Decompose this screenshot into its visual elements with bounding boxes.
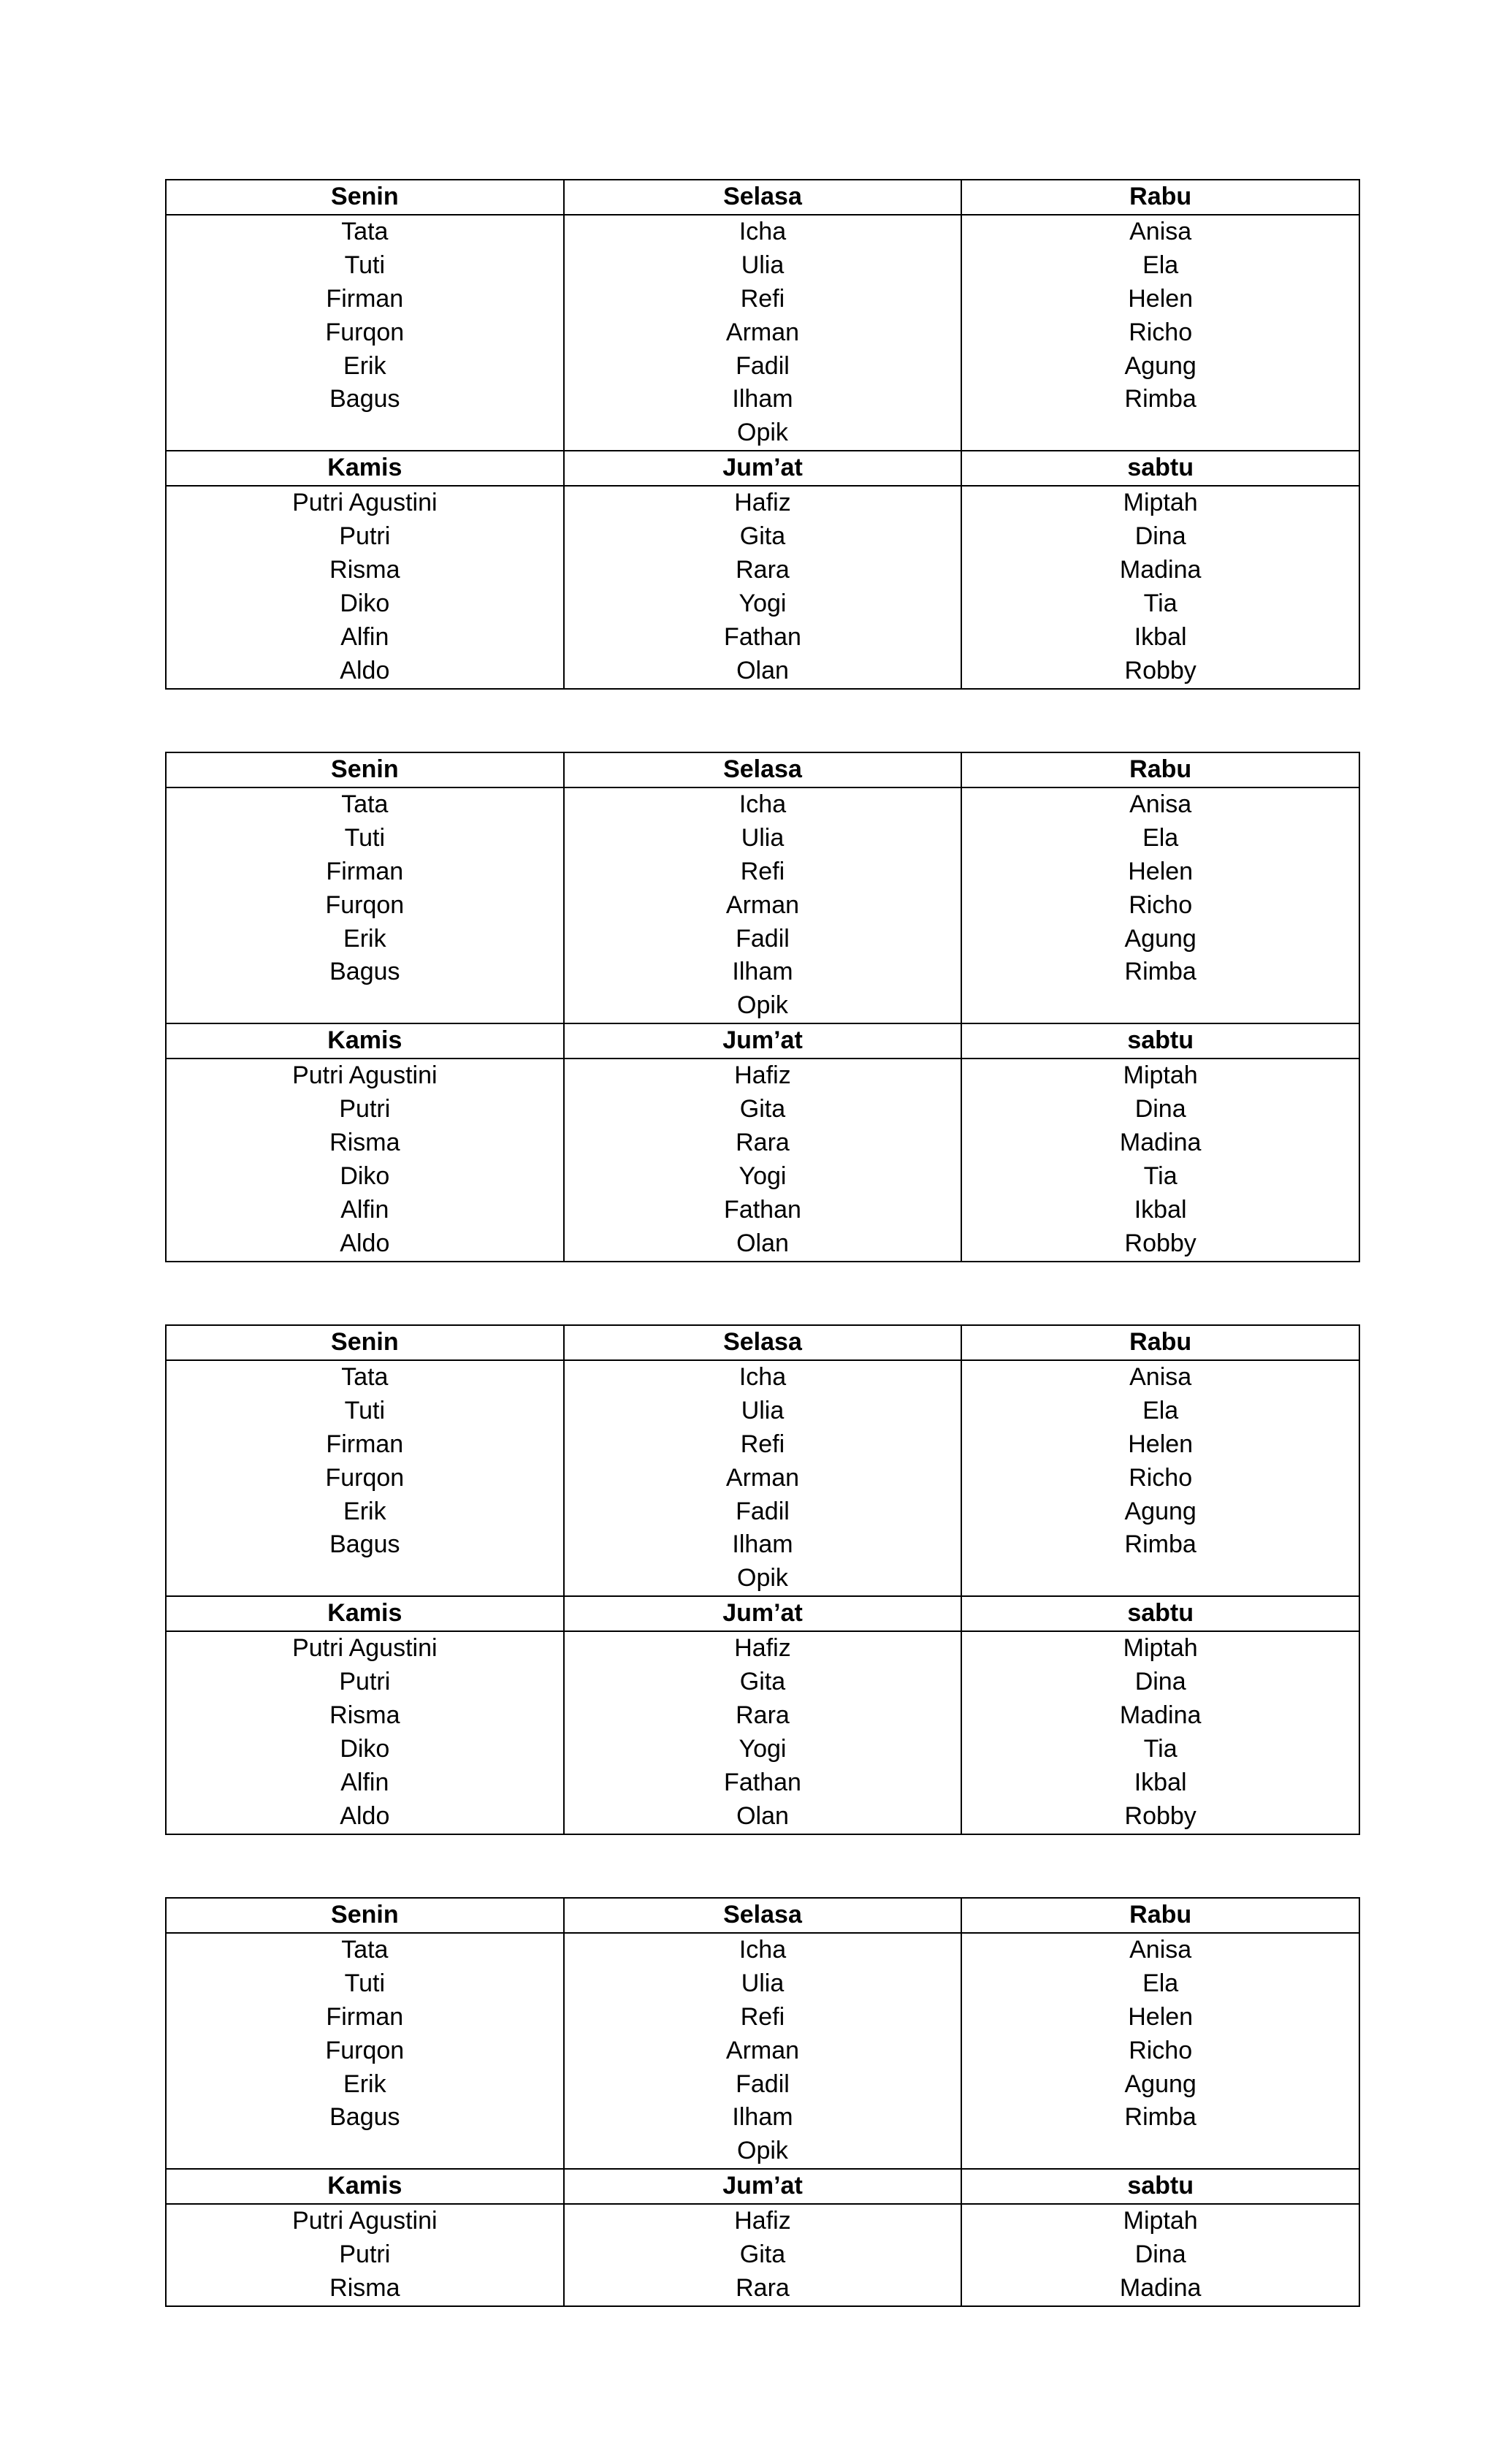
student-name: Hafiz	[564, 2204, 962, 2238]
table-row	[166, 1428, 1359, 1462]
table-row	[166, 923, 1359, 956]
student-name: Alfin	[166, 1766, 564, 1800]
student-name: Furqon	[166, 889, 564, 923]
student-name: Dina	[961, 1093, 1359, 1126]
student-name: Diko	[166, 587, 564, 621]
student-name: Gita	[564, 2238, 962, 2272]
student-name	[961, 416, 1359, 451]
day-header: Rabu	[961, 180, 1359, 215]
student-name: Tuti	[166, 822, 564, 855]
student-name: Robby	[961, 1227, 1359, 1262]
table-row	[166, 1666, 1359, 1699]
student-name: Rara	[564, 2272, 962, 2306]
table-row	[166, 1933, 1359, 1967]
student-name: Agung	[961, 1495, 1359, 1529]
day-header-row	[166, 1898, 1359, 1933]
student-name: Fadil	[564, 923, 962, 956]
student-name: Yogi	[564, 1160, 962, 1194]
table-row	[166, 787, 1359, 822]
student-name: Arman	[564, 316, 962, 350]
student-name: Putri	[166, 520, 564, 554]
student-name: Putri	[166, 1093, 564, 1126]
day-header: sabtu	[961, 2169, 1359, 2204]
table-row	[166, 249, 1359, 283]
day-header-row	[166, 1596, 1359, 1631]
student-name: Opik	[564, 416, 962, 451]
student-name: Tia	[961, 587, 1359, 621]
student-name	[961, 1562, 1359, 1596]
student-name: Richo	[961, 316, 1359, 350]
table-row	[166, 822, 1359, 855]
table-row	[166, 1733, 1359, 1766]
student-name: Tia	[961, 1160, 1359, 1194]
student-name: Refi	[564, 855, 962, 889]
student-name: Rimba	[961, 956, 1359, 989]
student-name: Yogi	[564, 1733, 962, 1766]
student-name: Tata	[166, 1933, 564, 1967]
student-name	[166, 989, 564, 1023]
table-row	[166, 554, 1359, 587]
day-header-row	[166, 1023, 1359, 1059]
day-header: Senin	[166, 752, 564, 787]
student-name: Gita	[564, 1093, 962, 1126]
table-row	[166, 1528, 1359, 1562]
student-name: Helen	[961, 2001, 1359, 2034]
table-row	[166, 1967, 1359, 2001]
day-header: Selasa	[564, 1325, 962, 1360]
table-row	[166, 2034, 1359, 2068]
student-name: Olan	[564, 1227, 962, 1262]
student-name: Putri	[166, 2238, 564, 2272]
student-name: Erik	[166, 1495, 564, 1529]
student-name: Bagus	[166, 2101, 564, 2135]
student-name: Robby	[961, 1800, 1359, 1834]
student-name: Arman	[564, 889, 962, 923]
student-name: Dina	[961, 2238, 1359, 2272]
student-name: Rara	[564, 554, 962, 587]
table-row	[166, 621, 1359, 655]
student-name: Ilham	[564, 2101, 962, 2135]
table-row	[166, 1562, 1359, 1596]
table-row	[166, 2272, 1359, 2306]
student-name: Ulia	[564, 1967, 962, 2001]
student-name: Yogi	[564, 587, 962, 621]
table-row	[166, 316, 1359, 350]
student-name: Ela	[961, 1967, 1359, 2001]
student-name: Hafiz	[564, 486, 962, 520]
table-row	[166, 486, 1359, 520]
student-name: Madina	[961, 1126, 1359, 1160]
table-row	[166, 1227, 1359, 1262]
student-name: Ulia	[564, 249, 962, 283]
schedule-table-1	[165, 179, 1360, 690]
student-name: Gita	[564, 1666, 962, 1699]
schedule-table-4	[165, 1897, 1360, 2307]
day-header: Senin	[166, 1898, 564, 1933]
day-header: Kamis	[166, 1596, 564, 1631]
student-name: Bagus	[166, 956, 564, 989]
student-name: Ikbal	[961, 1766, 1359, 1800]
table-row	[166, 1126, 1359, 1160]
student-name: Firman	[166, 855, 564, 889]
student-name: Olan	[564, 655, 962, 689]
table-row	[166, 1766, 1359, 1800]
student-name	[166, 416, 564, 451]
day-header: Selasa	[564, 180, 962, 215]
schedule-table-2	[165, 752, 1360, 1262]
student-name: Richo	[961, 2034, 1359, 2068]
student-name: Aldo	[166, 655, 564, 689]
day-header: sabtu	[961, 1023, 1359, 1059]
student-name: Alfin	[166, 1194, 564, 1227]
table-row	[166, 283, 1359, 316]
student-name: Erik	[166, 923, 564, 956]
table-row	[166, 1194, 1359, 1227]
student-name: Firman	[166, 283, 564, 316]
student-name: Furqon	[166, 1462, 564, 1495]
student-name: Agung	[961, 923, 1359, 956]
student-name	[166, 1562, 564, 1596]
student-name: Risma	[166, 2272, 564, 2306]
student-name: Icha	[564, 1933, 962, 1967]
student-name: Refi	[564, 1428, 962, 1462]
day-header: sabtu	[961, 451, 1359, 486]
student-name: Risma	[166, 1699, 564, 1733]
table-row	[166, 1360, 1359, 1395]
student-name: Arman	[564, 1462, 962, 1495]
student-name: Helen	[961, 855, 1359, 889]
student-name: Tia	[961, 1733, 1359, 1766]
table-row	[166, 889, 1359, 923]
student-name: Ela	[961, 1395, 1359, 1428]
day-header: Kamis	[166, 2169, 564, 2204]
student-name: Hafiz	[564, 1059, 962, 1093]
student-name: Tuti	[166, 1967, 564, 2001]
student-name: Putri Agustini	[166, 1631, 564, 1666]
day-header: Senin	[166, 180, 564, 215]
student-name: Icha	[564, 215, 962, 249]
table-row	[166, 1495, 1359, 1529]
student-name	[961, 989, 1359, 1023]
student-name: Putri Agustini	[166, 1059, 564, 1093]
student-name: Tata	[166, 787, 564, 822]
student-name: Putri Agustini	[166, 486, 564, 520]
day-header: sabtu	[961, 1596, 1359, 1631]
student-name: Helen	[961, 283, 1359, 316]
student-name: Richo	[961, 1462, 1359, 1495]
day-header: Kamis	[166, 1023, 564, 1059]
student-name: Rimba	[961, 1528, 1359, 1562]
student-name: Tata	[166, 1360, 564, 1395]
table-row	[166, 1699, 1359, 1733]
table-row	[166, 215, 1359, 249]
student-name: Tata	[166, 215, 564, 249]
student-name: Miptah	[961, 2204, 1359, 2238]
student-name: Fathan	[564, 621, 962, 655]
student-name: Robby	[961, 655, 1359, 689]
student-name: Aldo	[166, 1800, 564, 1834]
student-name: Icha	[564, 1360, 962, 1395]
table-row	[166, 587, 1359, 621]
student-name: Anisa	[961, 1933, 1359, 1967]
student-name: Refi	[564, 283, 962, 316]
student-name: Ela	[961, 822, 1359, 855]
table-row	[166, 1800, 1359, 1834]
student-name: Richo	[961, 889, 1359, 923]
table-row	[166, 2001, 1359, 2034]
student-name: Anisa	[961, 1360, 1359, 1395]
student-name: Anisa	[961, 787, 1359, 822]
student-name	[961, 2135, 1359, 2169]
student-name: Putri Agustini	[166, 2204, 564, 2238]
table-row	[166, 1160, 1359, 1194]
student-name: Icha	[564, 787, 962, 822]
student-name: Erik	[166, 350, 564, 384]
table-row	[166, 350, 1359, 384]
table-row	[166, 2101, 1359, 2135]
table-row	[166, 989, 1359, 1023]
student-name: Ela	[961, 249, 1359, 283]
day-header: Rabu	[961, 1898, 1359, 1933]
student-name: Bagus	[166, 1528, 564, 1562]
day-header-row	[166, 2169, 1359, 2204]
student-name	[166, 2135, 564, 2169]
table-row	[166, 520, 1359, 554]
student-name: Putri	[166, 1666, 564, 1699]
table-row	[166, 655, 1359, 689]
day-header: Rabu	[961, 752, 1359, 787]
student-name: Ikbal	[961, 621, 1359, 655]
student-name: Erik	[166, 2068, 564, 2102]
student-name: Ilham	[564, 1528, 962, 1562]
table-row	[166, 2204, 1359, 2238]
table-row	[166, 1059, 1359, 1093]
table-row	[166, 1395, 1359, 1428]
student-name: Rara	[564, 1126, 962, 1160]
student-name: Fathan	[564, 1766, 962, 1800]
student-name: Fathan	[564, 1194, 962, 1227]
day-header: Senin	[166, 1325, 564, 1360]
student-name: Opik	[564, 1562, 962, 1596]
day-header-row	[166, 752, 1359, 787]
table-row	[166, 2068, 1359, 2102]
student-name: Arman	[564, 2034, 962, 2068]
day-header: Jum’at	[564, 1596, 962, 1631]
day-header: Selasa	[564, 1898, 962, 1933]
student-name: Anisa	[961, 215, 1359, 249]
student-name: Hafiz	[564, 1631, 962, 1666]
student-name: Aldo	[166, 1227, 564, 1262]
table-row	[166, 1462, 1359, 1495]
student-name: Miptah	[961, 1631, 1359, 1666]
day-header: Jum’at	[564, 1023, 962, 1059]
student-name: Opik	[564, 989, 962, 1023]
day-header-row	[166, 1325, 1359, 1360]
student-name: Bagus	[166, 383, 564, 416]
student-name: Fadil	[564, 2068, 962, 2102]
student-name: Madina	[961, 554, 1359, 587]
student-name: Diko	[166, 1160, 564, 1194]
student-name: Madina	[961, 1699, 1359, 1733]
table-row	[166, 855, 1359, 889]
student-name: Risma	[166, 1126, 564, 1160]
student-name: Opik	[564, 2135, 962, 2169]
student-name: Ikbal	[961, 1194, 1359, 1227]
schedule-table-3	[165, 1324, 1360, 1835]
table-row	[166, 956, 1359, 989]
student-name: Rara	[564, 1699, 962, 1733]
table-row	[166, 1631, 1359, 1666]
student-name: Ulia	[564, 822, 962, 855]
student-name: Ilham	[564, 956, 962, 989]
table-row	[166, 2238, 1359, 2272]
day-header-row	[166, 451, 1359, 486]
student-name: Olan	[564, 1800, 962, 1834]
table-row	[166, 2135, 1359, 2169]
student-name: Madina	[961, 2272, 1359, 2306]
student-name: Alfin	[166, 621, 564, 655]
student-name: Firman	[166, 1428, 564, 1462]
day-header: Selasa	[564, 752, 962, 787]
student-name: Tuti	[166, 1395, 564, 1428]
student-name: Rimba	[961, 2101, 1359, 2135]
student-name: Dina	[961, 1666, 1359, 1699]
table-row	[166, 416, 1359, 451]
student-name: Ulia	[564, 1395, 962, 1428]
student-name: Gita	[564, 520, 962, 554]
student-name: Rimba	[961, 383, 1359, 416]
student-name: Tuti	[166, 249, 564, 283]
student-name: Helen	[961, 1428, 1359, 1462]
student-name: Furqon	[166, 316, 564, 350]
student-name: Ilham	[564, 383, 962, 416]
table-row	[166, 383, 1359, 416]
day-header: Kamis	[166, 451, 564, 486]
student-name: Miptah	[961, 1059, 1359, 1093]
day-header: Rabu	[961, 1325, 1359, 1360]
student-name: Refi	[564, 2001, 962, 2034]
student-name: Miptah	[961, 486, 1359, 520]
table-row	[166, 1093, 1359, 1126]
student-name: Fadil	[564, 350, 962, 384]
student-name: Firman	[166, 2001, 564, 2034]
student-name: Dina	[961, 520, 1359, 554]
student-name: Diko	[166, 1733, 564, 1766]
student-name: Agung	[961, 350, 1359, 384]
day-header-row	[166, 180, 1359, 215]
day-header: Jum’at	[564, 2169, 962, 2204]
student-name: Furqon	[166, 2034, 564, 2068]
student-name: Risma	[166, 554, 564, 587]
student-name: Fadil	[564, 1495, 962, 1529]
student-name: Agung	[961, 2068, 1359, 2102]
day-header: Jum’at	[564, 451, 962, 486]
